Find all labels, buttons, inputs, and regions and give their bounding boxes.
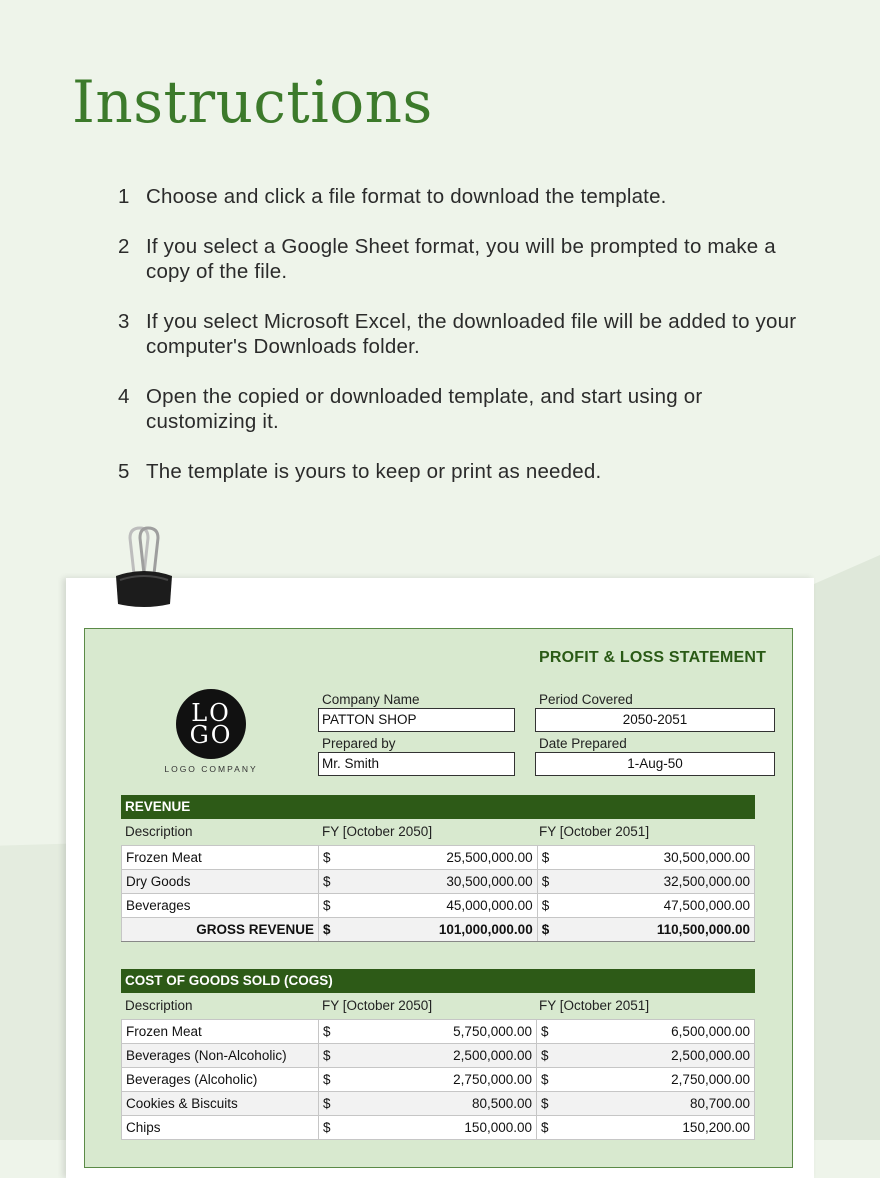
instruction-step xyxy=(118,459,818,484)
currency-symbol: $ xyxy=(537,894,557,918)
currency-symbol: $ xyxy=(319,846,339,870)
table-row xyxy=(122,894,755,918)
step-text: If you select a Google Sheet format, you will be prompted to make a copy of the file. xyxy=(146,235,776,283)
company-logo xyxy=(176,689,246,759)
column-header-description: Description xyxy=(125,824,193,839)
currency-symbol: $ xyxy=(319,1116,339,1140)
amount-fy2051[interactable]: 32,500,000.00 xyxy=(557,870,754,894)
row-description[interactable]: Frozen Meat xyxy=(122,1020,319,1044)
amount-fy2050[interactable]: 45,000,000.00 xyxy=(339,894,538,918)
instructions-title: Instructions xyxy=(72,68,433,136)
currency-symbol: $ xyxy=(537,1116,557,1140)
instruction-step xyxy=(118,384,818,434)
row-description[interactable]: Frozen Meat xyxy=(122,846,319,870)
amount-fy2050[interactable]: 150,000.00 xyxy=(339,1116,537,1140)
step-number: 1 xyxy=(118,185,130,208)
table-row xyxy=(122,1068,755,1092)
currency-symbol: $ xyxy=(319,918,339,942)
total-fy2050: 101,000,000.00 xyxy=(339,918,538,942)
amount-fy2050[interactable]: 2,750,000.00 xyxy=(339,1068,537,1092)
period-covered-field[interactable]: 2050-2051 xyxy=(535,708,775,732)
column-header-fy2050: FY [October 2050] xyxy=(322,824,433,839)
row-description[interactable]: Chips xyxy=(122,1116,319,1140)
total-fy2051: 110,500,000.00 xyxy=(557,918,754,942)
step-text: Choose and click a file format to download the template. xyxy=(146,185,667,208)
logo-text-line1: LO xyxy=(191,699,231,727)
cogs-table xyxy=(121,1019,755,1140)
amount-fy2050[interactable]: 5,750,000.00 xyxy=(339,1020,537,1044)
currency-symbol: $ xyxy=(319,894,339,918)
step-number: 3 xyxy=(118,310,130,333)
table-row xyxy=(122,1092,755,1116)
instruction-step xyxy=(118,234,818,284)
table-row xyxy=(122,870,755,894)
currency-symbol: $ xyxy=(537,1044,557,1068)
step-text: The template is yours to keep or print as needed. xyxy=(146,460,602,483)
amount-fy2051[interactable]: 150,200.00 xyxy=(557,1116,755,1140)
currency-symbol: $ xyxy=(319,1020,339,1044)
currency-symbol: $ xyxy=(537,870,557,894)
row-description[interactable]: Cookies & Biscuits xyxy=(122,1092,319,1116)
step-text: Open the copied or downloaded template, and start using or customizing it. xyxy=(146,385,703,433)
step-number: 5 xyxy=(118,460,130,483)
row-description[interactable]: Beverages (Alcoholic) xyxy=(122,1068,319,1092)
currency-symbol: $ xyxy=(319,870,339,894)
revenue-table xyxy=(121,845,755,942)
row-description[interactable]: Beverages xyxy=(122,894,319,918)
total-label: GROSS REVENUE xyxy=(122,918,319,942)
amount-fy2050[interactable]: 80,500.00 xyxy=(339,1092,537,1116)
column-header-fy2050: FY [October 2050] xyxy=(322,998,433,1013)
binder-clip-icon xyxy=(108,524,180,612)
row-description[interactable]: Dry Goods xyxy=(122,870,319,894)
column-header-fy2051: FY [October 2051] xyxy=(539,824,650,839)
instruction-steps xyxy=(118,184,818,509)
company-name-label: Company Name xyxy=(322,692,420,707)
step-text: If you select Microsoft Excel, the downloaded file will be added to your computer's Downloads folder. xyxy=(146,310,797,358)
column-header-description: Description xyxy=(125,998,193,1013)
step-number: 4 xyxy=(118,385,130,408)
currency-symbol: $ xyxy=(319,1044,339,1068)
step-number: 2 xyxy=(118,235,130,258)
currency-symbol: $ xyxy=(537,846,557,870)
currency-symbol: $ xyxy=(537,1020,557,1044)
column-header-fy2051: FY [October 2051] xyxy=(539,998,650,1013)
cogs-heading: COST OF GOODS SOLD (COGS) xyxy=(121,969,755,993)
amount-fy2050[interactable]: 25,500,000.00 xyxy=(339,846,538,870)
date-prepared-label: Date Prepared xyxy=(539,736,627,751)
company-name-field[interactable]: PATTON SHOP xyxy=(318,708,515,732)
currency-symbol: $ xyxy=(319,1092,339,1116)
amount-fy2051[interactable]: 2,500,000.00 xyxy=(557,1044,755,1068)
statement-title: PROFIT & LOSS STATEMENT xyxy=(539,649,767,666)
amount-fy2050[interactable]: 30,500,000.00 xyxy=(339,870,538,894)
row-description[interactable]: Beverages (Non-Alcoholic) xyxy=(122,1044,319,1068)
amount-fy2051[interactable]: 2,750,000.00 xyxy=(557,1068,755,1092)
currency-symbol: $ xyxy=(537,1092,557,1116)
table-row xyxy=(122,846,755,870)
amount-fy2051[interactable]: 6,500,000.00 xyxy=(557,1020,755,1044)
logo-company-name: LOGO COMPANY xyxy=(164,764,258,774)
amount-fy2051[interactable]: 30,500,000.00 xyxy=(557,846,754,870)
table-row xyxy=(122,1116,755,1140)
currency-symbol: $ xyxy=(537,1068,557,1092)
logo-text-line2: GO xyxy=(189,721,233,749)
instruction-step xyxy=(118,309,818,359)
date-prepared-field[interactable]: 1-Aug-50 xyxy=(535,752,775,776)
prepared-by-field[interactable]: Mr. Smith xyxy=(318,752,515,776)
period-covered-label: Period Covered xyxy=(539,692,633,707)
table-row xyxy=(122,1020,755,1044)
amount-fy2051[interactable]: 47,500,000.00 xyxy=(557,894,754,918)
amount-fy2051[interactable]: 80,700.00 xyxy=(557,1092,755,1116)
currency-symbol: $ xyxy=(537,918,557,942)
currency-symbol: $ xyxy=(319,1068,339,1092)
revenue-heading: REVENUE xyxy=(121,795,755,819)
amount-fy2050[interactable]: 2,500,000.00 xyxy=(339,1044,537,1068)
instruction-step xyxy=(118,184,818,209)
table-row xyxy=(122,1044,755,1068)
total-row xyxy=(122,918,755,942)
prepared-by-label: Prepared by xyxy=(322,736,396,751)
